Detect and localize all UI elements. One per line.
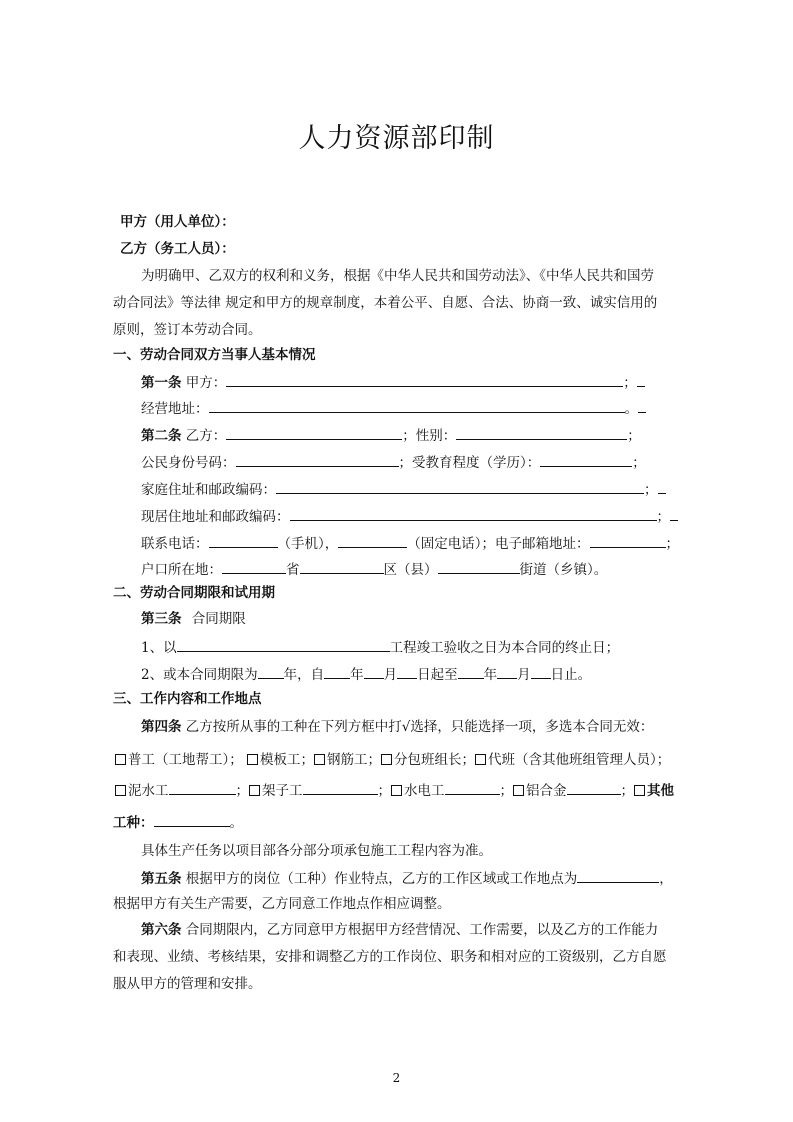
article-label: 第三条	[141, 611, 182, 627]
term-2-a: 2、或本合同期限为	[141, 667, 258, 683]
home-address-label: 家庭住址和邮政编码：	[141, 482, 276, 498]
business-address-row	[141, 399, 646, 418]
article-5	[141, 869, 673, 888]
article-6	[141, 921, 658, 939]
landline-blank[interactable]	[338, 534, 407, 548]
aluminum-blank[interactable]	[567, 781, 621, 795]
scaffolder-blank[interactable]	[303, 781, 378, 795]
intro-line-2: 动合同法》等法律 规定和甲方的规章制度，本着公平、自愿、合法、协商一致、诚实信用的	[113, 295, 658, 311]
checkbox-rebar[interactable]	[314, 754, 325, 765]
end-month-blank[interactable]	[497, 665, 517, 679]
article-label: 第四条	[141, 719, 182, 735]
punct: ；	[665, 536, 679, 552]
section-2-heading: 二、劳动合同期限和试用期	[113, 585, 275, 601]
term-1-suffix: 工程竣工验收之日为本合同的终止日；	[389, 640, 620, 656]
current-address-blank[interactable]	[290, 507, 657, 521]
job-plumbing-electrical: 水电工	[404, 783, 445, 799]
article-5-line-2: 根据甲方有关生产需要，乙方同意工作地点作相应调整。	[113, 896, 451, 912]
underline-tail	[670, 507, 678, 521]
article-text: 乙方：	[185, 428, 227, 444]
punct: 。	[624, 401, 638, 417]
article-4	[141, 718, 653, 736]
term-2-g: 月	[517, 667, 531, 683]
education-label: ；受教育程度（学历）：	[398, 455, 541, 471]
gender-label: ；性别：	[402, 428, 457, 444]
home-address-row	[141, 480, 666, 499]
hukou-row	[141, 560, 607, 579]
job-other-label: 工种：	[113, 815, 154, 831]
email-blank[interactable]	[590, 534, 666, 548]
sep: ；	[620, 783, 634, 799]
term-1-prefix: 1、以	[141, 640, 177, 656]
phone-label: 联系电话：	[141, 536, 209, 552]
education-blank[interactable]	[540, 453, 632, 467]
business-address-blank[interactable]	[209, 399, 625, 413]
checkbox-plumbing-electrical[interactable]	[391, 785, 402, 796]
checkbox-formwork[interactable]	[247, 754, 258, 765]
masonry-blank[interactable]	[169, 781, 236, 795]
gender-blank[interactable]	[456, 426, 627, 440]
party-b-name-blank[interactable]	[226, 426, 402, 440]
business-address-label: 经营地址：	[141, 401, 209, 417]
district-blank[interactable]	[300, 560, 384, 574]
punct: ；	[632, 455, 646, 471]
province-blank[interactable]	[222, 560, 286, 574]
article-label: 第六条	[141, 922, 182, 938]
job-masonry: 泥水工	[128, 783, 169, 799]
article-1	[141, 373, 645, 392]
years-blank[interactable]	[258, 665, 284, 679]
article-6-line-3: 服从甲方的管理和安排。	[113, 976, 262, 992]
email-label: （固定电话）；电子邮箱地址：	[407, 536, 590, 552]
term-2-b: 年，自	[283, 667, 325, 683]
project-name-blank[interactable]	[177, 638, 390, 652]
id-number-label: 公民身份号码：	[141, 455, 236, 471]
term-2-c: 年	[350, 667, 364, 683]
punct: 。	[229, 815, 243, 831]
term-2-d: 月	[383, 667, 398, 683]
term-option-2	[141, 665, 591, 684]
checkbox-aluminum[interactable]	[513, 785, 524, 796]
checkbox-masonry[interactable]	[115, 785, 126, 796]
underline-tail	[658, 480, 666, 494]
province-label: 省	[286, 562, 300, 578]
underline-tail	[637, 373, 645, 387]
article-label: 第五条	[141, 871, 182, 887]
article-text: 合同期限	[191, 611, 246, 627]
party-a-blank[interactable]	[226, 373, 623, 387]
article-2	[141, 426, 641, 445]
end-year-blank[interactable]	[458, 665, 484, 679]
job-subcontract-leader: 分包班组长；	[394, 752, 476, 768]
id-number-blank[interactable]	[236, 453, 399, 467]
job-other: 其他	[647, 783, 674, 799]
article-6-line-2: 和表现、业绩、考核结果，安排和调整乙方的工作岗位、职务和相对应的工资级别，乙方自愿	[113, 949, 667, 965]
page-number: 2	[392, 1071, 401, 1085]
job-scaffolder: 架子工	[262, 783, 303, 799]
party-b-label: 乙方（务工人员）：	[120, 241, 235, 257]
current-address-row	[141, 507, 678, 526]
hukou-label: 户口所在地：	[141, 562, 222, 578]
article-3	[141, 610, 246, 628]
checkbox-foreman[interactable]	[475, 754, 486, 765]
party-a-label: 甲方（用人单位）：	[120, 214, 235, 230]
term-2-e: 日起至	[417, 667, 458, 683]
district-label: 区（县）	[383, 562, 438, 578]
current-address-label: 现居住地址和邮政编码：	[141, 509, 290, 525]
mobile-blank[interactable]	[209, 534, 278, 548]
checkbox-subcontract-leader[interactable]	[381, 754, 392, 765]
job-options-row-2	[115, 781, 674, 800]
term-option-1	[141, 638, 619, 657]
start-month-blank[interactable]	[364, 665, 384, 679]
plumbing-blank[interactable]	[445, 781, 500, 795]
punct: ；	[627, 428, 641, 444]
checkbox-general-labor[interactable]	[115, 754, 126, 765]
punct: ；	[644, 482, 658, 498]
job-formwork: 模板工；	[260, 752, 315, 768]
start-day-blank[interactable]	[397, 665, 417, 679]
article-text: 甲方：	[185, 375, 227, 391]
intro-line-3: 原则，签订本劳动合同。	[113, 322, 262, 338]
sep: ；	[377, 783, 391, 799]
article-text: 合同期限内，乙方同意甲方根据甲方经营情况、工作需要，以及乙方的工作能力	[185, 922, 659, 938]
sep: ；	[499, 783, 513, 799]
checkbox-other[interactable]	[634, 785, 645, 796]
punct: ；	[656, 509, 670, 525]
section-1-heading: 一、劳动合同双方当事人基本情况	[113, 347, 316, 363]
section-3-heading: 三、工作内容和工作地点	[113, 691, 262, 707]
page-title: 人力资源部印制	[298, 123, 495, 154]
article-label: 第二条	[141, 428, 182, 444]
punct: ；	[623, 375, 637, 391]
checkbox-scaffolder[interactable]	[249, 785, 260, 796]
job-options-row-1	[115, 751, 670, 769]
mobile-label: （手机），	[277, 536, 339, 552]
underline-tail	[638, 399, 646, 413]
job-rebar: 钢筋工；	[327, 752, 382, 768]
article-label: 第一条	[141, 375, 182, 391]
end-day-blank[interactable]	[531, 665, 551, 679]
phone-row	[141, 534, 679, 553]
term-2-h: 日止。	[550, 667, 592, 683]
task-note: 具体生产任务以项目部各分部分项承包施工工程内容为准。	[141, 843, 492, 859]
id-education-row	[141, 453, 646, 472]
intro-line-1: 为明确甲、乙双方的权利和义务，根据《中华人民共和国劳动法》、《中华人民共和国劳	[141, 268, 654, 284]
street-blank[interactable]	[438, 560, 520, 574]
punct: ，	[659, 871, 673, 887]
street-label: 街道（乡镇）。	[519, 562, 608, 578]
job-foreman: 代班（含其他班组管理人员）；	[488, 752, 671, 768]
other-job-blank[interactable]	[154, 813, 230, 827]
article-text: 乙方按所从事的工种在下列方框中打√选择，只能选择一项，多选本合同无效：	[185, 719, 654, 735]
start-year-blank[interactable]	[324, 665, 350, 679]
job-other-row	[113, 813, 243, 832]
article-text: 根据甲方的岗位（工种）作业特点，乙方的工作区域或工作地点为	[185, 871, 578, 887]
job-general-labor: 普工（工地帮工）；	[128, 752, 243, 768]
work-location-blank[interactable]	[577, 869, 659, 883]
home-address-blank[interactable]	[276, 480, 644, 494]
term-2-f: 年	[483, 667, 498, 683]
sep: ；	[235, 783, 249, 799]
job-aluminum: 铝合金	[526, 783, 567, 799]
